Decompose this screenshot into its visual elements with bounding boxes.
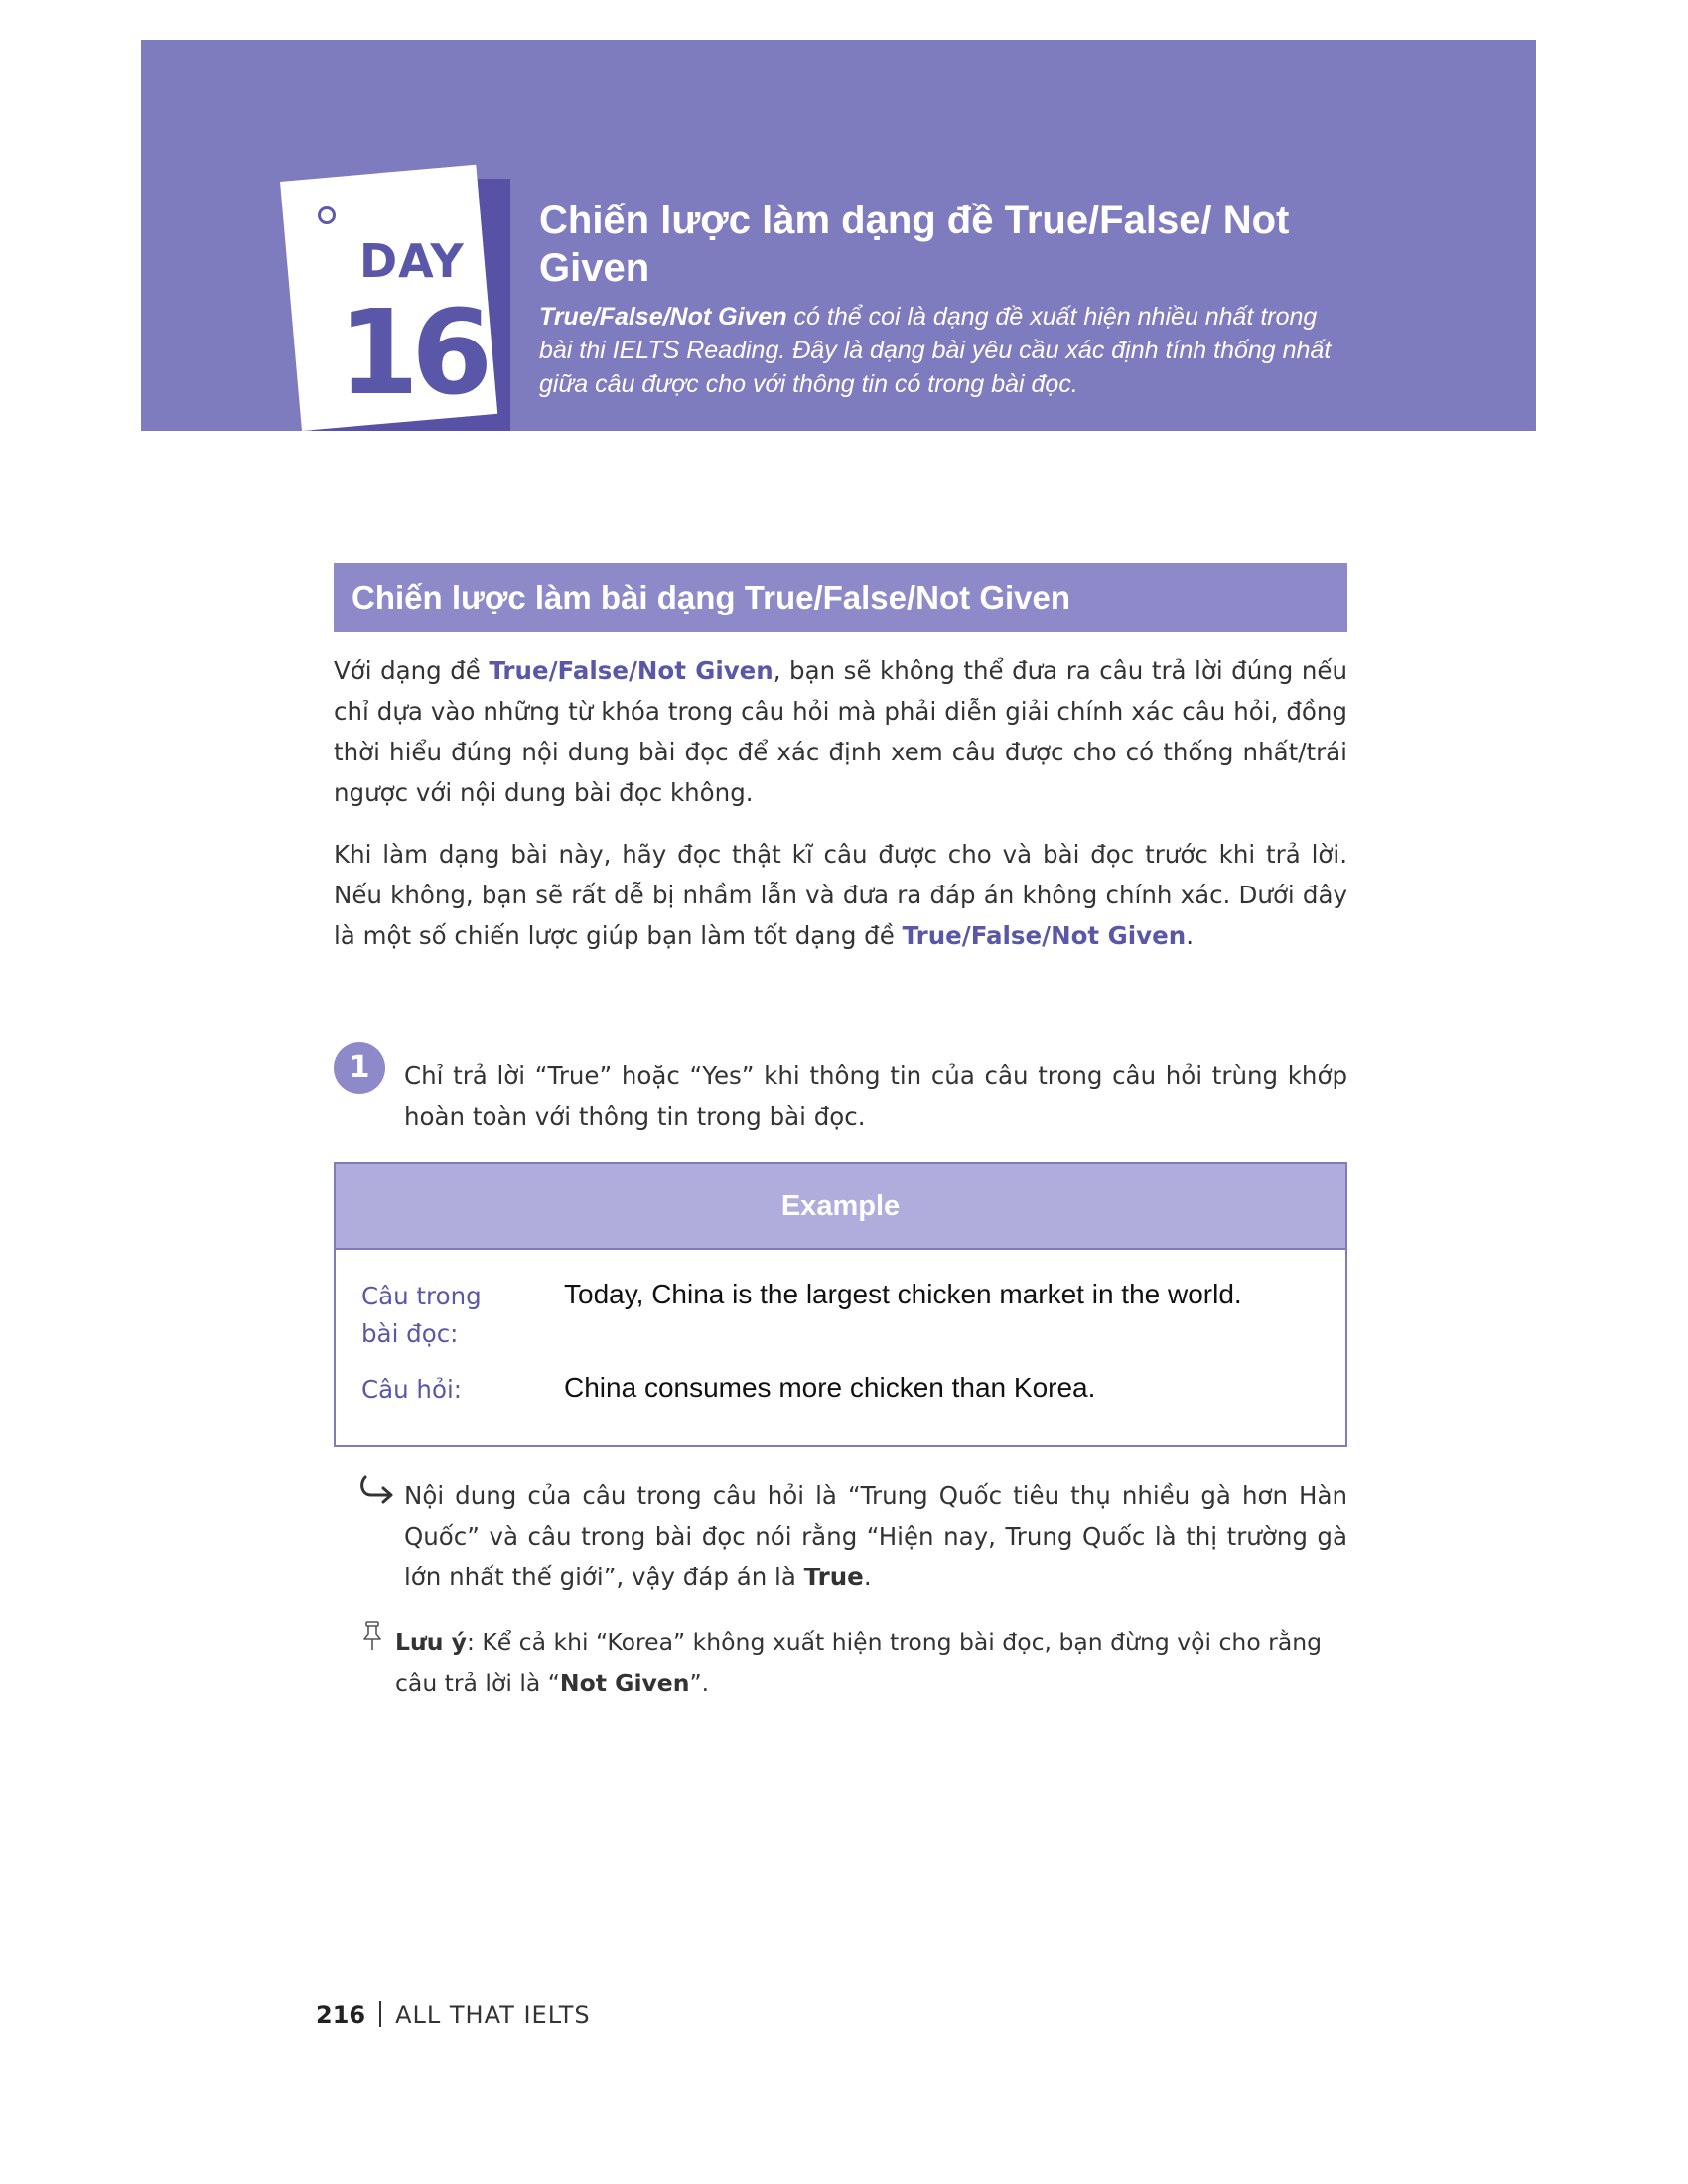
page-number: 216 — [316, 2001, 366, 2029]
section-heading: Chiến lược làm bài dạng True/False/Not Given — [334, 563, 1347, 632]
explanation-end: . — [863, 1563, 872, 1591]
p1-before: Với dạng đề — [334, 656, 490, 685]
tip-number-badge: 1 — [334, 1042, 385, 1094]
day-number: 16 — [338, 284, 486, 421]
book-title: ALL THAT IELTS — [395, 2001, 591, 2029]
note-paragraph — [395, 1622, 1347, 1704]
pushpin-icon — [359, 1620, 385, 1652]
note-text-after: ”. — [689, 1669, 710, 1697]
example-passage-sentence: Today, China is the largest chicken market in the world. — [564, 1279, 1242, 1309]
calendar-ring-icon — [318, 206, 336, 224]
chapter-description-text: có thể coi là dạng đề xuất hiện nhiều nhất trong bài thi IELTS Reading. Đây là dạng bài yêu cầu xác định tính thống nhất giữa câu được cho với thông tin có trong bài đọc. — [539, 303, 1332, 398]
chapter-description — [539, 300, 1353, 401]
p2-highlight: True/False/Not Given — [902, 921, 1187, 950]
tip-text: Chỉ trả lời “True” hoặc “Yes” khi thông tin của câu trong câu hỏi trùng khớp hoàn toàn với thông tin trong bài đọc. — [404, 1061, 1347, 1131]
curved-arrow-icon — [357, 1473, 397, 1509]
p1-after: , bạn sẽ không thể đưa ra câu trả lời đúng nếu chỉ dựa vào những từ khóa trong câu hỏi mà phải diễn giải chính xác câu hỏi, đồng thời hiểu đúng nội dung bài đọc để xác định xem câu được cho có thống nhất/trái ngược với nội dung bài đọc không. — [334, 656, 1347, 807]
example-box — [334, 1162, 1347, 1447]
note-answer: Not Given — [559, 1669, 690, 1697]
explanation-text: Nội dung của câu trong câu hỏi là “Trung Quốc tiêu thụ nhiều gà hơn Hàn Quốc” và câu trong bài đọc nói rằng “Hiện nay, Trung Quốc là thị trường gà lớn nhất thế giới”, vậy đáp án là — [404, 1481, 1347, 1591]
intro-paragraph-2 — [334, 834, 1347, 956]
example-label-passage: Câu trong bài đọc: — [361, 1282, 482, 1348]
example-heading: Example — [336, 1164, 1345, 1250]
explanation-answer: True — [803, 1563, 864, 1591]
note-label: Lưu ý — [395, 1628, 467, 1656]
example-label-question: Câu hỏi: — [361, 1375, 463, 1404]
day-label: DAY — [359, 234, 465, 288]
p1-highlight: True/False/Not Given — [489, 656, 774, 685]
example-question-sentence: China consumes more chicken than Korea. — [564, 1372, 1096, 1403]
chapter-description-bold: True/False/Not Given — [539, 303, 787, 331]
p2-before: Khi làm dạng bài này, hãy đọc thật kĩ câu được cho và bài đọc trước khi trả lời. Nếu không, bạn sẽ rất dễ bị nhầm lẫn và đưa ra đáp án không chính xác. Dưới đây là một số chiến lược giúp bạn làm tốt dạng đề — [334, 840, 1347, 950]
page-footer — [316, 1997, 591, 2033]
note-text-before: : Kể cả khi “Korea” không xuất hiện trong bài đọc, bạn đừng vội cho rằng câu trả lời là “ — [395, 1628, 1323, 1697]
p2-after: . — [1186, 921, 1194, 950]
intro-paragraph-1 — [334, 650, 1347, 813]
chapter-title: Chiến lược làm dạng đề True/False/ Not Given — [539, 199, 1290, 290]
footer-divider — [379, 2001, 381, 2027]
example-explanation — [404, 1475, 1347, 1597]
